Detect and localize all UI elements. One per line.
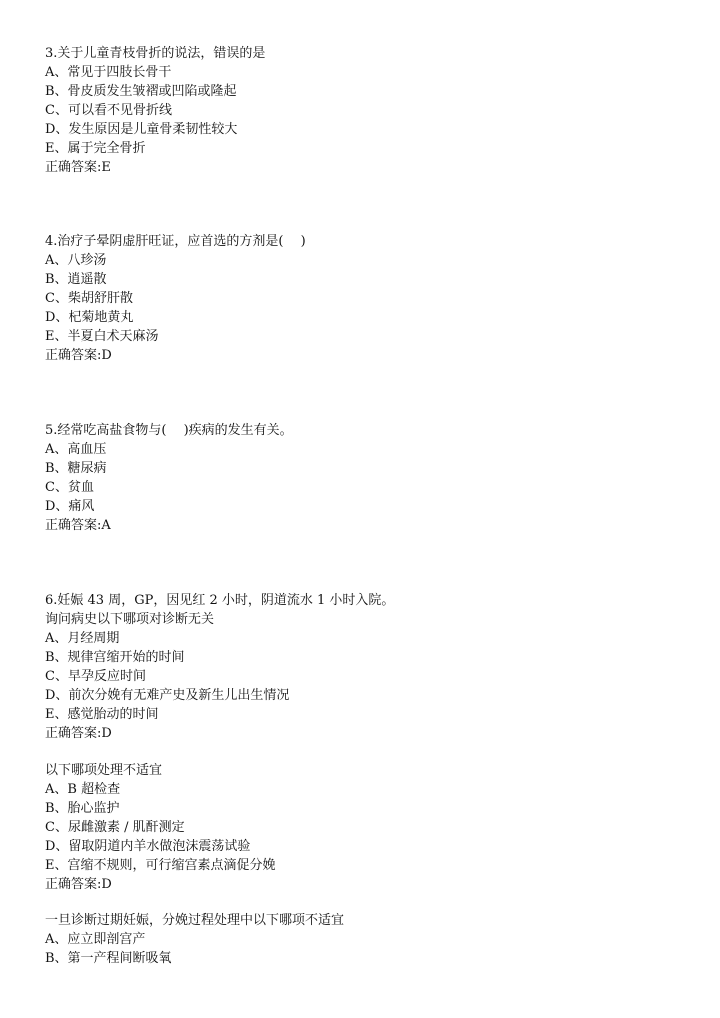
question-6-sub-2 — [45, 761, 276, 894]
option-a: A、应立即剖宫产 — [45, 932, 146, 947]
correct-answer: 正确答案:E — [45, 160, 111, 175]
option-a: A、月经周期 — [45, 631, 120, 646]
correct-answer: 正确答案:A — [45, 518, 111, 533]
option-b: B、规律宫缩开始的时间 — [45, 650, 185, 665]
option-c: C、可以看不见骨折线 — [45, 103, 172, 118]
sub-question-stem: 以下哪项处理不适宜 — [45, 763, 163, 778]
question-5 — [45, 421, 293, 535]
option-d: D、前次分娩有无难产史及新生儿出生情况 — [45, 688, 290, 703]
option-b: B、骨皮质发生皱褶或凹陷或隆起 — [45, 84, 237, 99]
option-a: A、高血压 — [45, 442, 107, 457]
correct-answer: 正确答案:D — [45, 726, 112, 741]
option-c: C、柴胡舒肝散 — [45, 291, 133, 306]
question-stem: 4.治疗子晕阴虚肝旺证，应首选的方剂是( ) — [45, 234, 306, 249]
option-b: B、逍遥散 — [45, 272, 107, 287]
correct-answer: 正确答案:D — [45, 877, 112, 892]
option-e: E、宫缩不规则，可行缩宫素点滴促分娩 — [45, 858, 276, 873]
option-a: A、八珍汤 — [45, 253, 107, 268]
sub-question-stem: 一旦诊断过期妊娠，分娩过程处理中以下哪项不适宜 — [45, 913, 345, 928]
option-c: C、贫血 — [45, 480, 94, 495]
option-e: E、感觉胎动的时间 — [45, 707, 159, 722]
option-d: D、杞菊地黄丸 — [45, 310, 134, 325]
option-a: A、常见于四肢长骨干 — [45, 65, 172, 80]
option-b: B、胎心监护 — [45, 801, 120, 816]
sub-question-stem: 询问病史以下哪项对诊断无关 — [45, 612, 215, 627]
option-d: D、痛风 — [45, 499, 95, 514]
question-stem: 5.经常吃高盐食物与( )疾病的发生有关。 — [45, 423, 293, 438]
correct-answer: 正确答案:D — [45, 348, 112, 363]
option-c: C、尿雌激素 / 肌酐测定 — [45, 820, 185, 835]
option-a: A、B 超检查 — [45, 782, 121, 797]
question-3 — [45, 44, 265, 177]
question-4 — [45, 232, 306, 365]
question-6-sub-3 — [45, 911, 344, 968]
question-stem: 6.妊娠 43 周，GP，因见红 2 小时，阴道流水 1 小时入院。 — [45, 593, 395, 608]
option-c: C、早孕反应时间 — [45, 669, 146, 684]
option-d: D、留取阴道内羊水做泡沫震荡试验 — [45, 839, 251, 854]
option-b: B、糖尿病 — [45, 461, 107, 476]
option-b: B、第一产程间断吸氧 — [45, 951, 172, 966]
option-e: E、半夏白术天麻汤 — [45, 329, 159, 344]
option-e: E、属于完全骨折 — [45, 141, 146, 156]
option-d: D、发生原因是儿童骨柔韧性较大 — [45, 122, 238, 137]
question-stem: 3.关于儿童青枝骨折的说法，错误的是 — [45, 46, 266, 61]
question-6 — [45, 591, 394, 743]
